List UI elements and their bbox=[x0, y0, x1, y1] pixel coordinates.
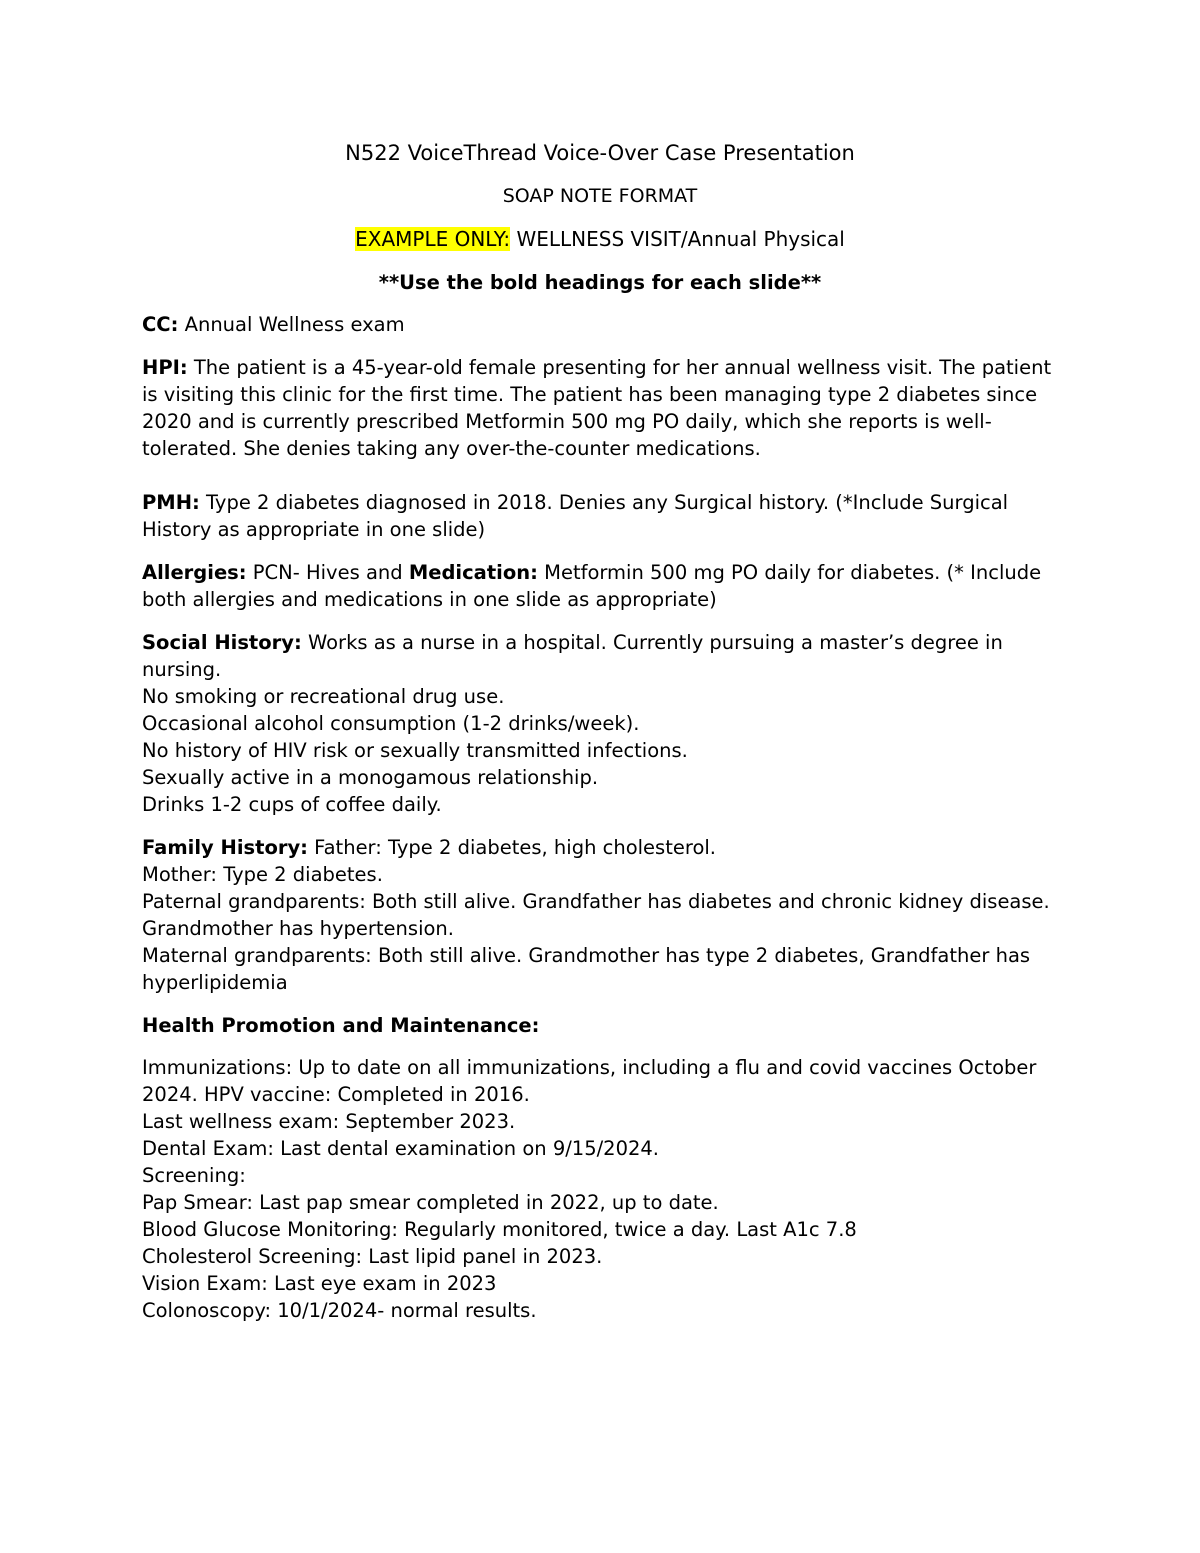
health-promotion-line: Cholesterol Screening: Last lipid panel in 2023. bbox=[142, 1245, 603, 1268]
health-promotion-line: Pap Smear: Last pap smear completed in 2022, up to date. bbox=[142, 1191, 719, 1214]
health-promotion-line: Blood Glucose Monitoring: Regularly monitored, twice a day. Last A1c 7.8 bbox=[142, 1218, 857, 1241]
health-promotion-line: Immunizations: Up to date on all immunizations, including a flu and covid vaccines October 2024. HPV vaccine: Completed in 2016. bbox=[142, 1056, 1037, 1106]
family-history-section bbox=[142, 834, 1058, 996]
cc-text: Annual Wellness exam bbox=[178, 313, 405, 336]
cc-label: CC: bbox=[142, 313, 179, 336]
medication-label: Medication: bbox=[408, 561, 538, 584]
document-title: N522 VoiceThread Voice-Over Case Presentation bbox=[345, 141, 855, 165]
health-promotion-line: Colonoscopy: 10/1/2024- normal results. bbox=[142, 1299, 537, 1322]
allergies-section bbox=[142, 559, 1058, 613]
instruction-line: **Use the bold headings for each slide** bbox=[378, 271, 822, 294]
social-history-line: Drinks 1-2 cups of coffee daily. bbox=[142, 793, 442, 816]
health-promotion-line: Last wellness exam: September 2023. bbox=[142, 1110, 516, 1133]
social-history-first-line bbox=[142, 629, 1058, 683]
pmh-text: Type 2 diabetes diagnosed in 2018. Denies any Surgical history. (*Include Surgical History as appropriate in one slide) bbox=[142, 491, 1009, 541]
social-history-line: No smoking or recreational drug use. bbox=[142, 685, 505, 708]
health-promotion-heading: Health Promotion and Maintenance: bbox=[142, 1014, 540, 1037]
social-history-label: Social History: bbox=[142, 631, 302, 654]
family-history-line: Paternal grandparents: Both still alive. Grandfather has diabetes and chronic kidney disease. Grandmother has hypertension. bbox=[142, 890, 1050, 940]
pmh-section bbox=[142, 489, 1058, 543]
family-history-line: Maternal grandparents: Both still alive. Grandmother has type 2 diabetes, Grandfather has hyperlipidemia bbox=[142, 944, 1031, 994]
family-history-label: Family History: bbox=[142, 836, 308, 859]
social-history-text: Works as a nurse in a hospital. Currently pursuing a master’s degree in nursing. bbox=[142, 631, 1003, 681]
health-promotion-line: Screening: bbox=[142, 1164, 246, 1187]
social-history-section bbox=[142, 629, 1058, 818]
social-history-line: Sexually active in a monogamous relationship. bbox=[142, 766, 599, 789]
family-history-first-line bbox=[142, 834, 1058, 861]
document-page bbox=[142, 140, 1058, 1340]
family-history-line: Mother: Type 2 diabetes. bbox=[142, 863, 383, 886]
family-history-text: Father: Type 2 diabetes, high cholesterol. bbox=[307, 836, 716, 859]
health-promotion-line: Vision Exam: Last eye exam in 2023 bbox=[142, 1272, 497, 1295]
example-only-highlight: EXAMPLE ONLY: bbox=[355, 227, 511, 251]
hpi-section bbox=[142, 354, 1058, 462]
hpi-label: HPI: bbox=[142, 356, 188, 379]
medication-text: Metformin 500 mg PO daily for diabetes. (* Include both allergies and medications in one slide as appropriate) bbox=[142, 561, 1042, 611]
social-history-line: No history of HIV risk or sexually transmitted infections. bbox=[142, 739, 688, 762]
health-promotion-line: Dental Exam: Last dental examination on 9/15/2024. bbox=[142, 1137, 660, 1160]
example-line bbox=[142, 226, 1058, 253]
allergies-label: Allergies: bbox=[142, 561, 247, 584]
health-promotion-section bbox=[142, 1054, 1058, 1324]
pmh-label: PMH: bbox=[142, 491, 200, 514]
document-subtitle: SOAP NOTE FORMAT bbox=[502, 185, 698, 207]
example-visit-type: WELLNESS VISIT/Annual Physical bbox=[510, 227, 845, 251]
social-history-line: Occasional alcohol consumption (1-2 drinks/week). bbox=[142, 712, 640, 735]
hpi-text: The patient is a 45-year-old female presenting for her annual wellness visit. The patient is visiting this clinic for the first time. The patient has been managing type 2 diabetes since 2020 and is currently prescribed Metformin 500 mg PO daily, which she reports is well-tolerated. She denies taking any over-the-counter medications. bbox=[142, 356, 1052, 460]
allergies-text: PCN- Hives and bbox=[246, 561, 409, 584]
cc-section bbox=[142, 311, 1058, 338]
